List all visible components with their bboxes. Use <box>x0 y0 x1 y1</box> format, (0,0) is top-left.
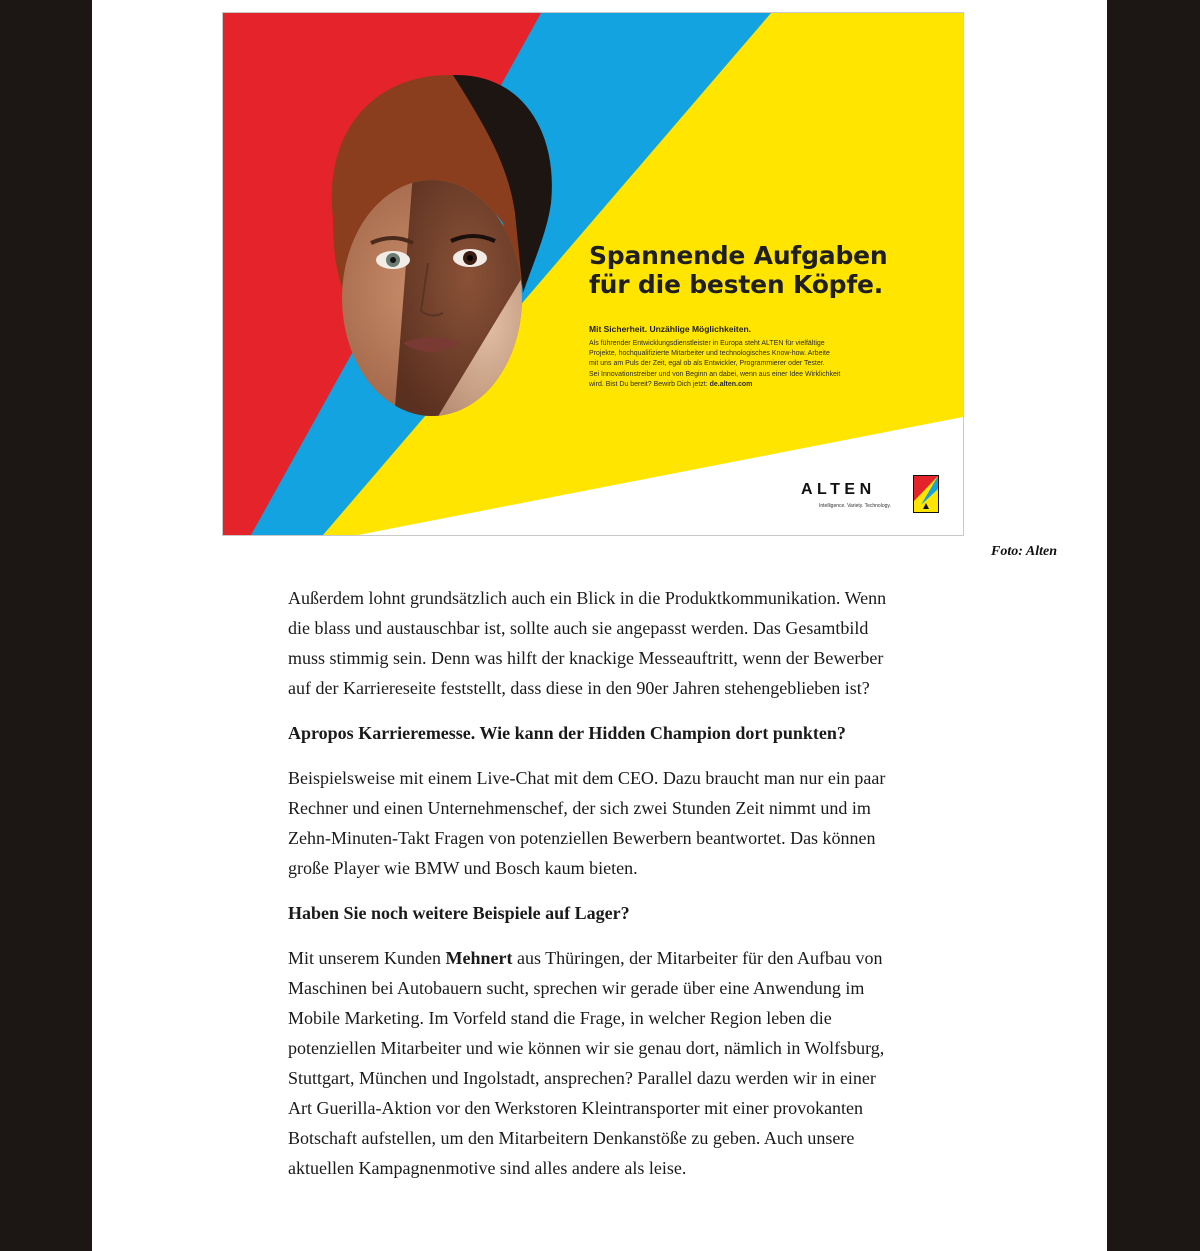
image-caption: Foto: Alten <box>991 544 1057 559</box>
alten-logo <box>801 475 941 515</box>
ad-headline <box>589 241 949 299</box>
ad-body-line-text: wird. Bist Du bereit? Bewirb Dich jetzt: <box>589 380 710 388</box>
article-paragraph: Beispielsweise mit einem Live-Chat mit dem CEO. Dazu braucht man nur ein paar Rechner und einen Unternehmenschef, der sich zwei Stunden Zeit nimmt und im Zehn-Minuten-Takt Fragen von potenziellen Bewerbern beantwortet. Das können große Player wie BMW und Bosch kaum bieten. <box>288 768 886 878</box>
ad-body-url: de.alten.com <box>709 380 753 388</box>
ad-body-line: Projekte, hochqualifizierte Mitarbeiter und technologisches Know-how. Arbeite <box>589 350 830 358</box>
article-paragraph <box>288 943 898 1183</box>
alten-advertisement-image <box>222 12 964 536</box>
ad-body-line: mit uns am Puls der Zeit, egal ob als Entwickler, Programmierer oder Tester. <box>589 360 825 368</box>
ad-body-text <box>589 339 919 390</box>
alten-logo-wordmark: ALTEN <box>801 481 876 498</box>
article-paragraph: Außerdem lohnt grundsätzlich auch ein Blick in die Produktkommunikation. Wenn die blass und austauschbar ist, sollte auch sie angepasst werden. Das Gesamtbild muss stimmig sein. Denn was hilft der knackige Messeauftritt, wenn der Bewerber auf der Karriereseite feststellt, dass diese in den 90er Jahren stehengeblieben ist? <box>288 588 887 698</box>
article-text: aus Thüringen, der Mitarbeiter für den Aufbau von Maschinen bei Autobauern sucht, sprechen wir gerade über eine Anwendung im Mobile Marketing. Im Vorfeld stand die Frage, in welcher Region leben die potenziellen Mitarbeiter und wie können wir sie genau dort, nämlich in Wolfsburg, Stuttgart, München und Ingolstadt, ansprechen? Parallel dazu werden wir in einer Art Guerilla-Aktion vor den Werkstoren Kleintransporter mit einer provokanten Botschaft aufstellen, um den Mitarbeitern Denkanstöße zu geben. Auch unsere aktuellen Kampagnenmotive sind alles andere als leise. <box>288 948 885 1178</box>
interview-question: Haben Sie noch weitere Beispiele auf Lager? <box>288 903 630 923</box>
alten-logo-mark-icon <box>913 475 939 513</box>
client-name: Mehnert <box>445 948 513 968</box>
ad-subhead: Mit Sicherheit. Unzählige Möglichkeiten. <box>589 324 751 334</box>
ad-headline-line1: Spannende Aufgaben <box>589 241 888 270</box>
ad-body-line <box>589 380 919 390</box>
article-body <box>288 583 898 1198</box>
interview-question: Apropos Karrieremesse. Wie kann der Hidden Champion dort punkten? <box>288 723 846 743</box>
ad-body-line: Als führender Entwicklungsdienstleister in Europa steht ALTEN für vielfältige <box>589 340 825 347</box>
article-page <box>92 0 1107 1251</box>
ad-headline-line2: für die besten Köpfe. <box>589 270 884 299</box>
article-text: Mit unserem Kunden <box>288 948 446 968</box>
alten-logo-tagline: Intelligence. Variety. Technology. <box>819 503 891 509</box>
ad-body-line: Sei Innovationstreiber und von Beginn an dabei, wenn aus einer Idee Wirklichkeit <box>589 370 841 378</box>
